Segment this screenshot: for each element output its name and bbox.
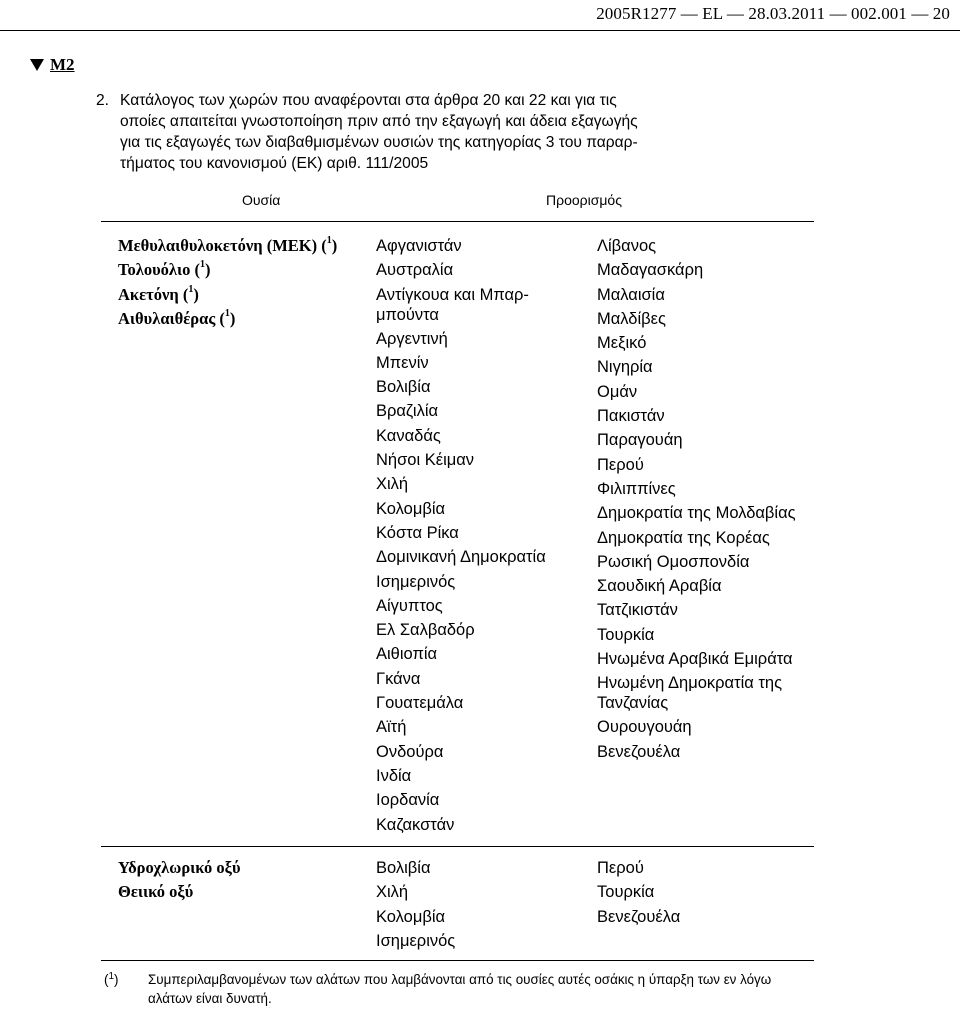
substance-name: Αιθυλαιθέρας ($^1$) bbox=[118, 307, 236, 328]
destination-country: Περού bbox=[597, 859, 644, 877]
destination-list-section1-col2 bbox=[597, 234, 796, 764]
destination-list-section2-col1 bbox=[376, 856, 455, 953]
amendment-marker bbox=[30, 55, 75, 75]
intro-line: για τις εξαγωγές των διαβαθμισμένων ουσιών της κατηγορίας 3 του παραρ- bbox=[120, 134, 638, 151]
column-header-destination: Προορισμός bbox=[546, 192, 622, 208]
destination-country: Νιγηρία bbox=[597, 358, 653, 377]
destination-country: Κόστα Ρίκα bbox=[376, 523, 459, 542]
document-reference: 2005R1277 — EL — 28.03.2011 — 002.001 — 20 bbox=[596, 4, 950, 23]
destination-country: Αργεντινή bbox=[376, 329, 448, 348]
destination-country: Αιθιοπία bbox=[376, 645, 438, 664]
destination-country: Λίβανος bbox=[597, 237, 657, 255]
substance-list-section2 bbox=[118, 856, 241, 905]
destination-country: Δημοκρατία της Κορέας bbox=[597, 528, 770, 547]
destination-country: Ισημερινός bbox=[376, 572, 456, 591]
destination-country: Μαδαγασκάρη bbox=[597, 261, 704, 280]
destination-country: Παραγουάη bbox=[597, 431, 683, 450]
destination-country: Καναδάς bbox=[376, 426, 441, 445]
destination-country: Βολιβία bbox=[376, 378, 431, 397]
destination-country: Βενεζουέλα bbox=[597, 907, 681, 926]
destination-country: Κολομβία bbox=[376, 907, 446, 926]
paragraph-number: 2. bbox=[96, 92, 110, 109]
intro-line: οποίες απαιτείται γνωστοποίηση πριν από την εξαγωγή και άδεια εξαγωγής bbox=[120, 113, 638, 130]
header-rule bbox=[0, 30, 960, 31]
destination-country: Τουρκία bbox=[597, 883, 655, 902]
table-rule-bottom bbox=[101, 960, 814, 961]
intro-paragraph bbox=[96, 90, 696, 174]
destination-country: Ρωσική Ομοσπονδία bbox=[597, 552, 750, 571]
table-rule-top bbox=[101, 221, 814, 222]
destination-country: Σαουδική Αραβία bbox=[597, 577, 722, 596]
destination-country: Βραζιλία bbox=[376, 402, 439, 421]
destination-country: Ινδία bbox=[376, 766, 412, 785]
destination-country: Γουατεμάλα bbox=[376, 694, 464, 713]
destination-country: Νήσοι Κέιμαν bbox=[376, 451, 475, 470]
destination-country: Ηνωμένη Δημοκρατία της Τανζανίας bbox=[597, 674, 783, 713]
destination-list-section1-col1 bbox=[376, 234, 546, 837]
destination-country: Καζακστάν bbox=[376, 815, 455, 834]
destination-list-section2-col2 bbox=[597, 856, 680, 929]
destination-country: Αυστραλία bbox=[376, 261, 454, 280]
column-header-substance: Ουσία bbox=[242, 192, 281, 208]
destination-country: Ομάν bbox=[597, 382, 638, 401]
destination-country: Περού bbox=[597, 455, 644, 474]
footnote bbox=[104, 970, 816, 1008]
destination-country: Χιλή bbox=[376, 883, 409, 902]
footnote-mark: ($^1$) bbox=[104, 971, 119, 987]
destination-country: Ηνωμένα Αραβικά Εμιράτα bbox=[597, 650, 793, 669]
destination-country: Ελ Σαλβαδόρ bbox=[376, 621, 475, 640]
destination-country: Πακιστάν bbox=[597, 407, 665, 426]
destination-country: Μπενίν bbox=[376, 353, 429, 372]
destination-country: Ουρουγουάη bbox=[597, 718, 692, 737]
substance-list-section1 bbox=[118, 234, 337, 331]
destination-country: Ονδούρα bbox=[376, 742, 444, 761]
destination-country: Τατζικιστάν bbox=[597, 601, 678, 620]
destination-country: Μεξικό bbox=[597, 334, 647, 353]
table-header bbox=[100, 192, 820, 214]
destination-country: Μαλαισία bbox=[597, 285, 665, 304]
substance-name: Τολουόλιο ($^1$) bbox=[118, 259, 211, 280]
destination-country: Ιορδανία bbox=[376, 791, 440, 810]
substance-name: Υδροχλωρικό οξύ bbox=[118, 858, 241, 877]
destination-country: Δομινικανή Δημοκρατία bbox=[376, 548, 546, 567]
destination-country: Αϊτή bbox=[376, 718, 407, 737]
destination-country: Αίγυπτος bbox=[376, 596, 443, 615]
triangle-down-icon bbox=[30, 59, 44, 71]
destination-country: Κολομβία bbox=[376, 499, 446, 518]
destination-country: Γκάνα bbox=[376, 669, 421, 688]
destination-country: Βενεζουέλα bbox=[597, 742, 681, 761]
footnote-line: αλάτων είναι δυνατή. bbox=[148, 991, 272, 1006]
destination-country: Τουρκία bbox=[597, 625, 655, 644]
document-header bbox=[0, 0, 960, 32]
destination-country: Αφγανιστάν bbox=[376, 237, 462, 255]
table-rule-middle bbox=[101, 846, 814, 847]
intro-line: τήματος του κανονισμού (ΕΚ) αριθ. 111/2005 bbox=[120, 155, 429, 172]
destination-country: Μαλδίβες bbox=[597, 309, 666, 328]
destination-country: Αντίγκουα και Μπαρ- μπούντα bbox=[376, 285, 529, 324]
destination-country: Φιλιππίνες bbox=[597, 479, 676, 498]
amendment-label: M2 bbox=[50, 55, 75, 74]
substance-name: Μεθυλαιθυλοκετόνη (ΜΕΚ) ($^1$) bbox=[118, 235, 338, 255]
intro-line: Κατάλογος των χωρών που αναφέρονται στα άρθρα 20 και 22 και για τις bbox=[120, 92, 617, 109]
destination-country: Χιλή bbox=[376, 475, 409, 494]
destination-country: Δημοκρατία της Μολδαβίας bbox=[597, 504, 796, 523]
footnote-line: Συμπεριλαμβανομένων των αλάτων που λαμβάνονται από τις ουσίες αυτές οσάκις η ύπαρξη των εν λόγω bbox=[148, 972, 772, 987]
destination-country: Βολιβία bbox=[376, 859, 431, 877]
substance-name: Θειικό οξύ bbox=[118, 882, 194, 902]
substance-name: Ακετόνη ($^1$) bbox=[118, 283, 199, 304]
destination-country: Ισημερινός bbox=[376, 931, 456, 950]
